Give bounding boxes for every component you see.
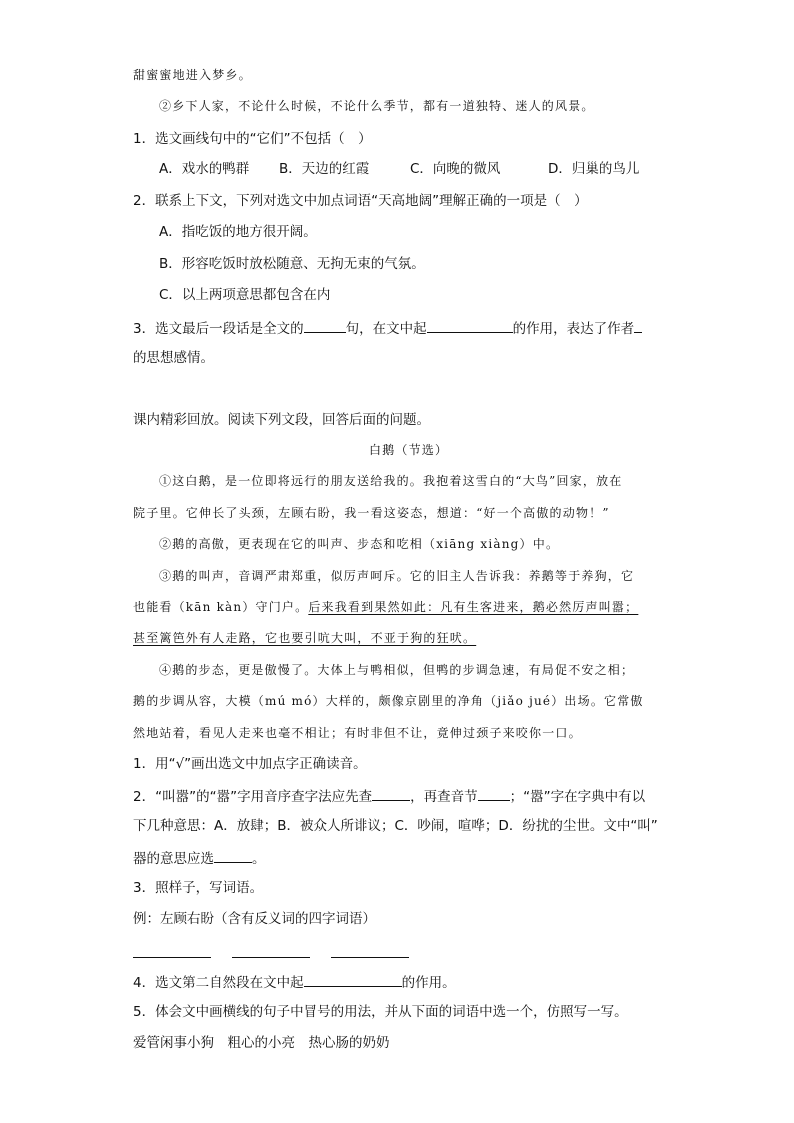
underlined-sentence: 甚至篱笆外有人走路，它也要引吭大叫，不亚于狗的狂吠。 [133, 631, 477, 645]
sub-question-2-line-1 [133, 786, 645, 806]
section-intro: 课内精彩回放。阅读下列文段，回答后面的问题。 [133, 412, 430, 428]
sq2-text-4: 器的意思应选 [133, 851, 214, 867]
underlined-sentence: 后来我看到果然如此：凡有生客进来，鹅必然厉声叫嚣； [308, 600, 639, 614]
question-1-stem: 1．选文画线句中的“它们”不包括（ ） [133, 131, 372, 147]
sub-question-3-example: 例：左顾右盼（含有反义词的四字词语） [133, 911, 376, 927]
answer-blank[interactable] [232, 957, 310, 958]
question-3-line-1 [133, 318, 642, 338]
sub-question-4 [133, 972, 456, 992]
answer-blank[interactable] [133, 957, 211, 958]
answer-blank[interactable] [304, 318, 346, 333]
sub-question-3-stem: 3．照样子，写词语。 [133, 880, 264, 896]
sq2-text-2: ，再查音节 [410, 789, 478, 805]
goose-paragraph-3-line-1: ③鹅的叫声，音调严肃郑重，似厉声呵斥。它的旧主人告诉我：养鹅等于养狗，它 [159, 569, 635, 583]
answer-blank[interactable] [214, 848, 252, 863]
sub-question-5-stem: 5．体会文中画横线的句子中冒号的用法，并从下面的词语中选一个，仿照写一写。 [133, 1004, 628, 1020]
q3-text-2: 句，在文中起 [345, 321, 427, 337]
option-b: B．天边的红霞 [279, 161, 370, 177]
answer-blank[interactable] [331, 957, 409, 958]
sq2-text-5: 。 [252, 851, 266, 867]
sq4-text-1: 4．选文第二自然段在文中起 [133, 975, 304, 991]
sq2-text-3: ；“嚣”字在字典中有以 [509, 789, 646, 805]
goose-paragraph-2: ②鹅的高傲，更表现在它的叫声、步态和吃相（xiāng xiàng）中。 [159, 537, 560, 551]
sq4-text-2: 的作用。 [401, 975, 456, 991]
answer-blank[interactable] [304, 972, 402, 987]
answer-blank[interactable] [427, 318, 513, 333]
option-d: D．归巢的鸟儿 [548, 161, 640, 177]
sub-question-2-line-2: 下几种意思：A．放肆；B．被众人所诽议；C．吵闹，喧哗；D．纷扰的尘世。文中“叫” [133, 818, 658, 834]
paragraph-3-text: 也能看（kān kàn）守门户。 [133, 600, 309, 614]
sub-question-5-words: 爱管闲事小狗 粗心的小亮 热心肠的奶奶 [133, 1035, 390, 1051]
q3-text-3: 的作用，表达了作者 [512, 321, 635, 337]
question-2-option-b: B．形容吃饭时放松随意、无拘无束的气氛。 [159, 256, 425, 272]
goose-paragraph-1-line-1: ①这白鹅，是一位即将远行的朋友送给我的。我抱着这雪白的“大鸟”回家，放在 [159, 474, 623, 488]
passage-paragraph-2: ②乡下人家，不论什么时候，不论什么季节，都有一道独特、迷人的风景。 [159, 99, 595, 113]
question-2-stem: 2．联系上下文，下列对选文中加点词语“天高地阔”理解正确的一项是（ ） [133, 193, 588, 209]
answer-blank[interactable] [478, 786, 510, 801]
sub-question-1: 1．用“√”画出选文中加点字正确读音。 [133, 756, 367, 772]
answer-blank[interactable] [372, 786, 410, 801]
sq2-text-1: 2．“叫嚣”的“嚣”字用音序查字法应先查 [133, 789, 373, 805]
question-2-option-a: A．指吃饭的地方很开阔。 [159, 224, 317, 240]
sub-question-2-line-3 [133, 848, 266, 868]
passage-line: 甜蜜蜜地进入梦乡。 [133, 68, 252, 82]
answer-blank[interactable] [634, 318, 642, 333]
question-3-line-2: 的思想感情。 [133, 350, 214, 366]
option-a: A．戏水的鸭群 [159, 161, 250, 177]
goose-paragraph-3-line-2 [133, 598, 638, 616]
passage-title: 白鹅（节选） [369, 443, 449, 457]
option-c: C．向晚的微风 [410, 161, 501, 177]
question-2-option-c: C．以上两项意思都包含在内 [159, 287, 331, 303]
goose-paragraph-3-line-3 [133, 629, 476, 647]
goose-paragraph-4-line-3: 然地站着，看见人走来也毫不相让；有时非但不让，竟伸过颈子来咬你一口。 [133, 726, 582, 740]
goose-paragraph-1-line-2: 院子里。它伸长了头颈，左顾右盼，我一看这姿态，想道：“好一个高傲的动物！” [133, 506, 610, 520]
q3-text-1: 3．选文最后一段话是全文的 [133, 321, 304, 337]
goose-paragraph-4-line-2: 鹅的步调从容，大模（mú mó）大样的，颇像京剧里的净角（jiǎo jué）出场。它常傲 [133, 694, 644, 708]
goose-paragraph-4-line-1: ④鹅的步态，更是傲慢了。大体上与鸭相似，但鸭的步调急速，有局促不安之相； [159, 663, 635, 677]
